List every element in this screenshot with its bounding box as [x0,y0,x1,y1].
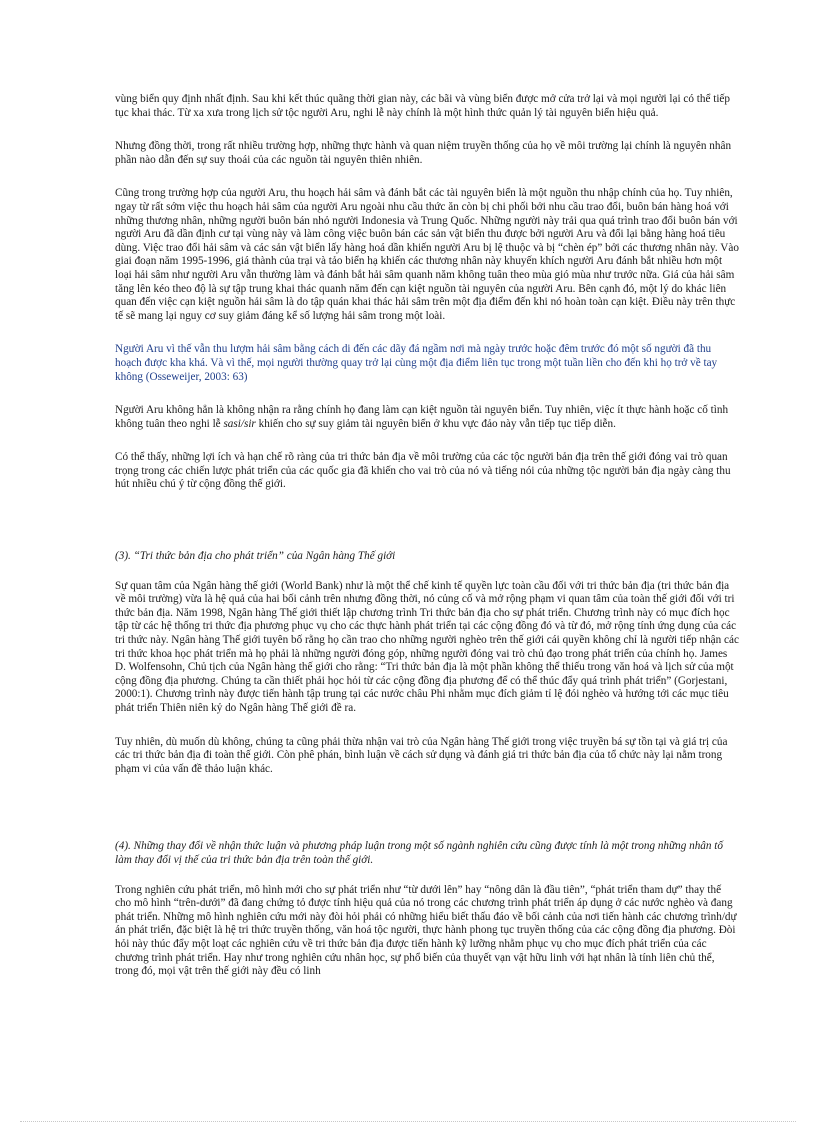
paragraph-aru-sea-cucumber-trade: Cũng trong trường hợp của người Aru, thu hoạch hải sâm và đánh bắt các tài nguyên biển là một nguồn thu nhập chính của họ. Tuy nhiên, ngay từ rất sớm việc thu hoạch hải sâm của người Aru ngoài nhu cầu thức ăn còn bị chi phối bởi nhu cầu trao đổi, buôn bán hàng hoá với những thương nhân, những người buôn bán nhỏ người Indonesia và Trung Quốc. Những người này trải qua quá trình trao đổi buôn bán với người Aru đã dần định cư tại vùng này và làm công việc buôn bán các sản vật biển thu được bởi người Aru và đổi lại bằng hàng hoá tiêu dùng. Việc trao đổi hải sâm và các sản vật biển lấy hàng hoá dần khiến người Aru bị lệ thuộc và bị “chèn ép” bởi các thương nhân này. Vào giai đoạn năm 1995-1996, giá thành của trại và tảo biển hạ khiến các thương nhân này khuyến khích người Aru đánh bắt nhiều hơn một loại hải sâm như người Aru vẫn thường làm và đánh bắt hải sâm quanh năm không tuân theo mùa gió mùa như trước nữa. Giá của hải sâm tăng lên kéo theo độ là sự tập trung khai thác quanh năm đến cạn kiệt nguồn tài nguyên của người Aru. Bên cạnh đó, một lý do khác liên quan đến việc cạn kiệt nguồn hải sâm là do tập quán khai thác hải sâm trên một địa điểm đến khi nó hoàn toàn cạn kiệt. Điều này trên thực tế sẽ mang lại nguy cơ suy giảm đáng kể số lượng hải sâm trong một loài. [115,187,739,322]
paragraph-aru-depletion [115,404,740,431]
section-gap [115,796,740,840]
section-heading-3: (3). “Tri thức bản địa cho phát triển” của Ngân hàng Thế giới [115,550,396,563]
paragraph-text: Người Aru không hẳn là không nhận ra rằng chính họ đang làm cạn kiệt nguồn tài nguyên biển. Tuy nhiên, việc ít thực hành hoặc cố tình không tuân theo nghi lễ [115,404,729,430]
section-gap [115,512,740,550]
paragraph-world-bank-role: Tuy nhiên, dù muốn dù không, chúng ta cũng phải thừa nhận vai trò của Ngân hàng Thế giới trong việc truyền bá sự tồn tại và giá trị của các tri thức bản địa đi toàn thế giới. Còn phê phán, bình luận về cách sử dụng và đánh giá tri thức bản địa của tổ chức này lại nằm trong phạm vi của vấn đề thảo luận khác. [115,735,728,775]
italic-term-sasi: sasi/sir [223,417,256,430]
paragraph-development-models: Trong nghiên cứu phát triển, mô hình mới cho sự phát triển như “từ dưới lên” hay “nông dân là đầu tiên”, “phát triển tham dự” thay thế cho mô hình “trên-dưới” đã đang chứng tỏ được tính hiệu quả của nó trong các chương trình phát triển áp dụng ở các nước nghèo và đang phát triển. Những mô hình nghiên cứu mới này đòi hỏi phải có những hiểu biết thấu đáo về bối cảnh của nơi tiến hành các chương trình/dự án phát triển, đặc biệt là hệ tri thức truyền thống, văn hoá tộc người, thực hành phong tục truyền thống của các cộng đồng địa phương. Đòi hỏi này thúc đẩy một loạt các nghiên cứu về tri thức bản địa được tiến hành kỹ lưỡng nhằm phục vụ cho mục đích phát triển của các chương trình phát triển. Hay như trong nghiên cứu nhân học, sự phổ biến của thuyết vạn vật hữu linh với hạt nhân là tính liên chủ thể, trong đó, mọi vật trên thế giới này đều có linh [115,883,737,978]
paragraph-indigenous-voice: Có thể thấy, những lợi ích và hạn chế rõ ràng của tri thức bản địa về môi trường của các tộc người bản địa trên thế giới đóng vai trò quan trọng trong các chiến lược phát triển của các quốc gia đã khiến cho vai trò của nó và tiếng nói của những tộc người bản địa ngày càng thu hút nhiều chú ý từ cộng đồng thế giới. [115,451,731,491]
paragraph-traditional-practices: Nhưng đồng thời, trong rất nhiều trường hợp, những thực hành và quan niệm truyền thống của họ về môi trường lại chính là nguyên nhân phần nào dẫn đến sự suy thoái của các nguồn tài nguyên thiên nhiên. [115,140,732,166]
document-page [115,93,740,999]
paragraph-text: khiến cho sự suy giảm tài nguyên biển ở khu vực đảo này vẫn tiếp tục tiếp diễn. [255,417,616,430]
paragraph-sasi-ritual-end: vùng biển quy định nhất định. Sau khi kết thúc quãng thời gian này, các bãi và vùng biển được mở cửa trở lại và mọi người lại có thể tiếp tục khai thác. Từ xa xưa trong lịch sử tộc người Aru, nghi lễ này chính là một hình thức quản lý tài nguyên biển hiệu quả. [115,93,730,119]
paragraph-quote-osseweijer: Người Aru vì thế vẫn thu lượm hải sâm bằng cách di đến các dãy đá ngầm nơi mà ngày trước hoặc đêm trước đó một số người đã thu hoạch được kha khá. Và vì thế, mọi người thường quay trở lại cùng một địa điểm liên tục trong một tuần liền cho đến khi họ trở về tay không (Osseweijer, 2003: 63) [115,343,718,383]
section-heading-4: (4). Những thay đổi về nhận thức luận và phương pháp luận trong một số ngành nghiên cứu cũng được tính là một trong những nhân tố làm thay đổi vị thế của tri thức bản địa trên toàn thế giới. [115,840,723,866]
page-bottom-divider [20,1121,796,1122]
paragraph-world-bank-program: Sự quan tâm của Ngân hàng thế giới (World Bank) như là một thể chế kinh tế quyền lực toàn cầu đối với tri thức bản địa (tri thức bản địa về môi trường) vừa là hệ quả của hai bối cảnh trên nhưng đồng thời, nó củng cố và mở rộng phạm vi quan tâm của toàn thế giới đối với tri thức bản địa. Năm 1998, Ngân hàng Thế giới thiết lập chương trình Tri thức bản địa cho sự phát triển. Chương trình này có mục đích học tập từ các hệ thống tri thức địa phương phục vụ cho các thực hành phát triển tại các cộng đồng đó và từ đó, mở rộng tính ứng dụng của các tri thức này. Ngân hàng Thế giới tuyên bố rằng họ cần trao cho những người nghèo trên thế giới cái quyền không chỉ là người tiếp nhận các tri thức khoa học phát triển mà họ phải là những người đóng góp, những người đóng vai trò chủ đạo trong phát triển của chính họ. James D. Wolfensohn, Chủ tịch của Ngân hàng thế giới cho rằng: “Tri thức bản địa là một phần không thể thiếu trong văn hoá và lịch sử của một cộng đồng địa phương. Chúng ta cần thiết phải học hỏi từ các cộng đồng địa phương để có thể thúc đẩy quá trình phát triển” (Gorjestani, 2000:1). Chương trình này được tiến hành tập trung tại các nước châu Phi nhằm mục đích giảm tỉ lệ đói nghèo và hướng tới các mục tiêu phát triển Thiên niên kỷ do Ngân hàng Thế giới đề ra. [115,579,739,714]
